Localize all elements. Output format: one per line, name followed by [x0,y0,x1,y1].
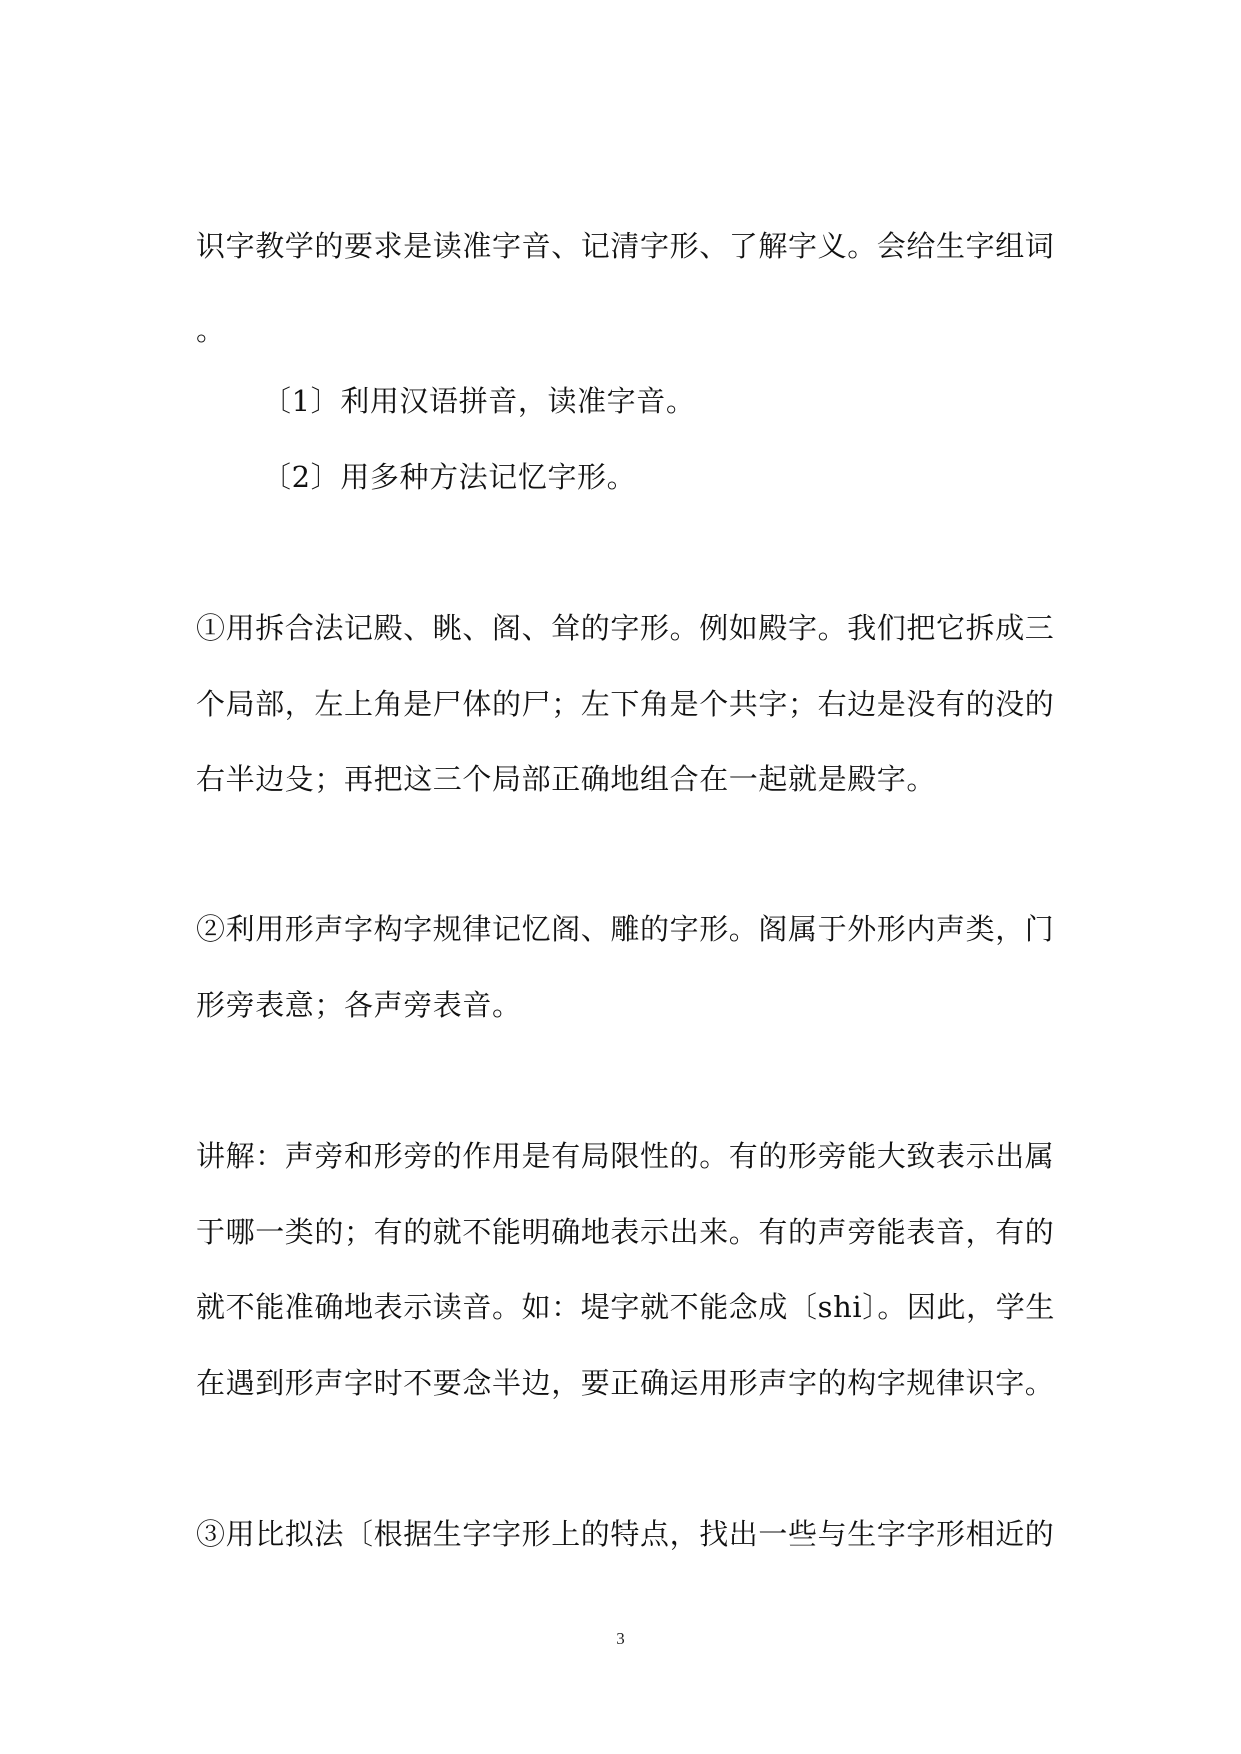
paragraph-line: 讲解：声旁和形旁的作用是有局限性的。有的形旁能大致表示出属 [196,1139,1055,1173]
page-number: 3 [616,1629,625,1648]
list-item-line: 〔1〕利用汉语拼音，读准字音。 [262,384,696,418]
paragraph-line: 识字教学的要求是读准字音、记清字形、了解字义。会给生字组词 [196,229,1055,263]
paragraph-line: 个局部，左上角是尸体的尸；左下角是个共字；右边是没有的没的 [196,687,1055,721]
paragraph-line: 形旁表意；各声旁表音。 [196,988,522,1022]
paragraph-line: ②利用形声字构字规律记忆阁、雕的字形。阁属于外形内声类，门 [196,912,1055,946]
paragraph-line: ③用比拟法〔根据生字字形上的特点，找出一些与生字字形相近的 [196,1517,1055,1551]
paragraph-line: 在遇到形声字时不要念半边，要正确运用形声字的构字规律识字。 [196,1366,1055,1400]
paragraph-line: ①用拆合法记殿、眺、阁、耸的字形。例如殿字。我们把它拆成三 [196,611,1055,645]
paragraph-line: 于哪一类的；有的就不能明确地表示出来。有的声旁能表音，有的 [196,1215,1055,1249]
paragraph-line: 右半边殳；再把这三个局部正确地组合在一起就是殿字。 [196,762,937,796]
paragraph-line: 。 [196,313,226,347]
list-item-line: 〔2〕用多种方法记忆字形。 [262,460,637,494]
paragraph-line: 就不能准确地表示读音。如：堤字就不能念成〔shi〕。因此，学生 [196,1290,1055,1324]
